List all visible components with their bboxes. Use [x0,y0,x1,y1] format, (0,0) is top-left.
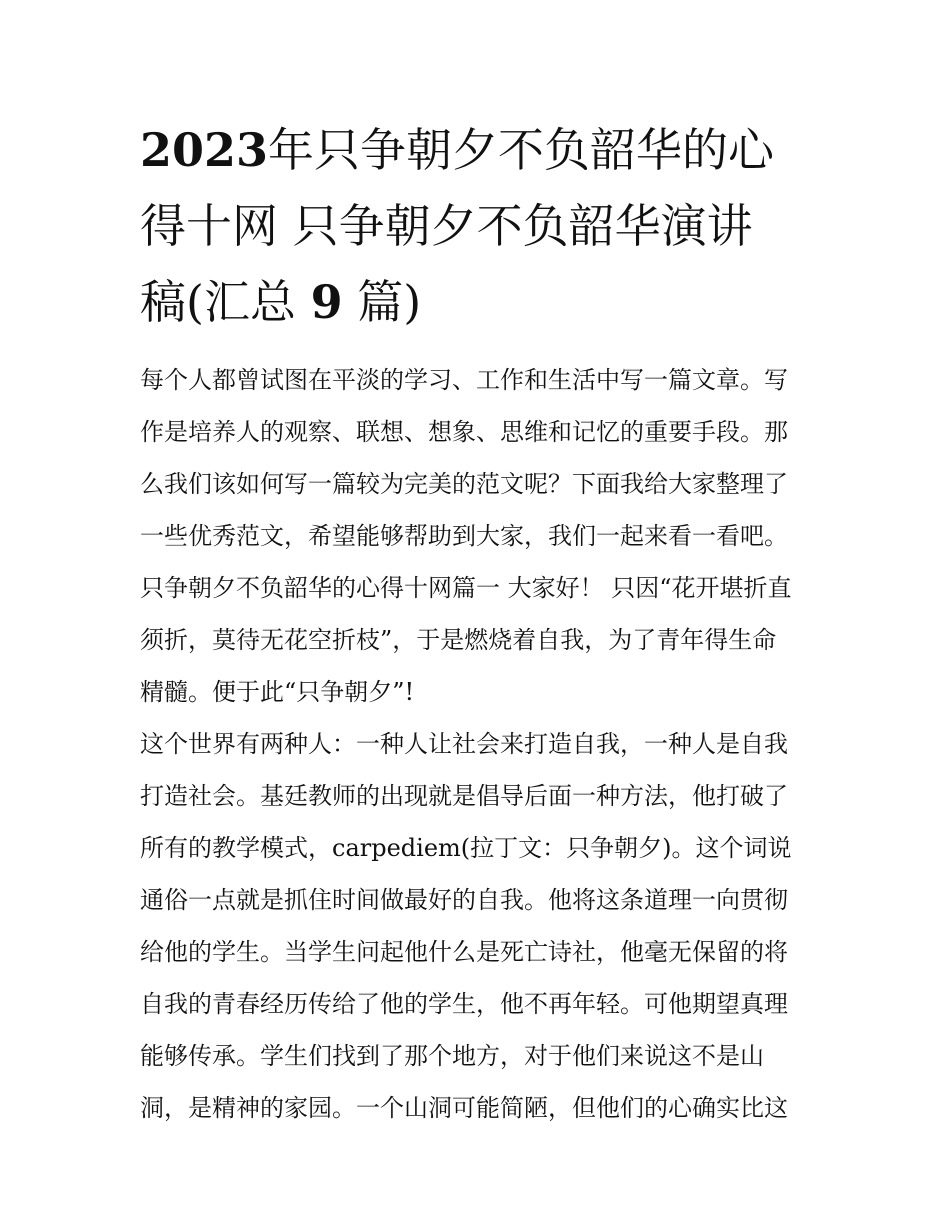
body-line: 打造社会。基廷教师的出现就是倡导后面一种方法，他打破了 [140,782,788,810]
title-line-1-text: 年只争朝夕不负韶华的心 [268,123,775,177]
body-line: 每个人都曾试图在平淡的学习、工作和生活中写一篇文章。写 [140,366,788,394]
body-line: 这个世界有两种人：一种人让社会来打造自我，一种人是自我 [140,730,788,758]
body-line: 洞，是精神的家园。一个山洞可能简陋，但他们的心确实比这 [140,1094,788,1122]
body-line: 么我们该如何写一篇较为完美的范文呢？下面我给大家整理了 [140,470,788,498]
body-line: 通俗一点就是抓住时间做最好的自我。他将这条道理一向贯彻 [140,886,788,914]
body-line: 须折，莫待无花空折枝”，于是燃烧着自我，为了青年得生命 [140,626,777,654]
document-title [140,112,820,340]
body-line: 所有的教学模式，carpediem(拉丁文：只争朝夕)。这个词说 [140,834,792,862]
body-line: 一些优秀范文，希望能够帮助到大家，我们一起来看一看吧。 [140,522,788,550]
document-body [140,354,830,1134]
title-year: 2023 [140,123,269,177]
body-line: 精髓。便于此“只争朝夕”! [140,678,415,706]
title-count: 9 [310,275,343,329]
body-line: 只争朝夕不负韶华的心得十网篇一 大家好！ 只因“花开堪折直 [140,574,792,602]
body-line: 自我的青春经历传给了他的学生，他不再年轻。可他期望真理 [140,990,788,1018]
body-line: 给他的学生。当学生问起他什么是死亡诗社，他毫无保留的将 [140,938,788,966]
title-line-3 [140,264,820,340]
title-line-3-text-b: 篇) [357,275,422,329]
body-line: 作是培养人的观察、联想、想象、思维和记忆的重要手段。那 [140,418,788,446]
title-line-1 [140,112,820,188]
title-line-3-text-a: 稿(汇总 [140,275,296,329]
body-line: 能够传承。学生们找到了那个地方，对于他们来说这不是山 [140,1042,764,1070]
title-line-2: 得十网 只争朝夕不负韶华演讲 [140,199,753,253]
